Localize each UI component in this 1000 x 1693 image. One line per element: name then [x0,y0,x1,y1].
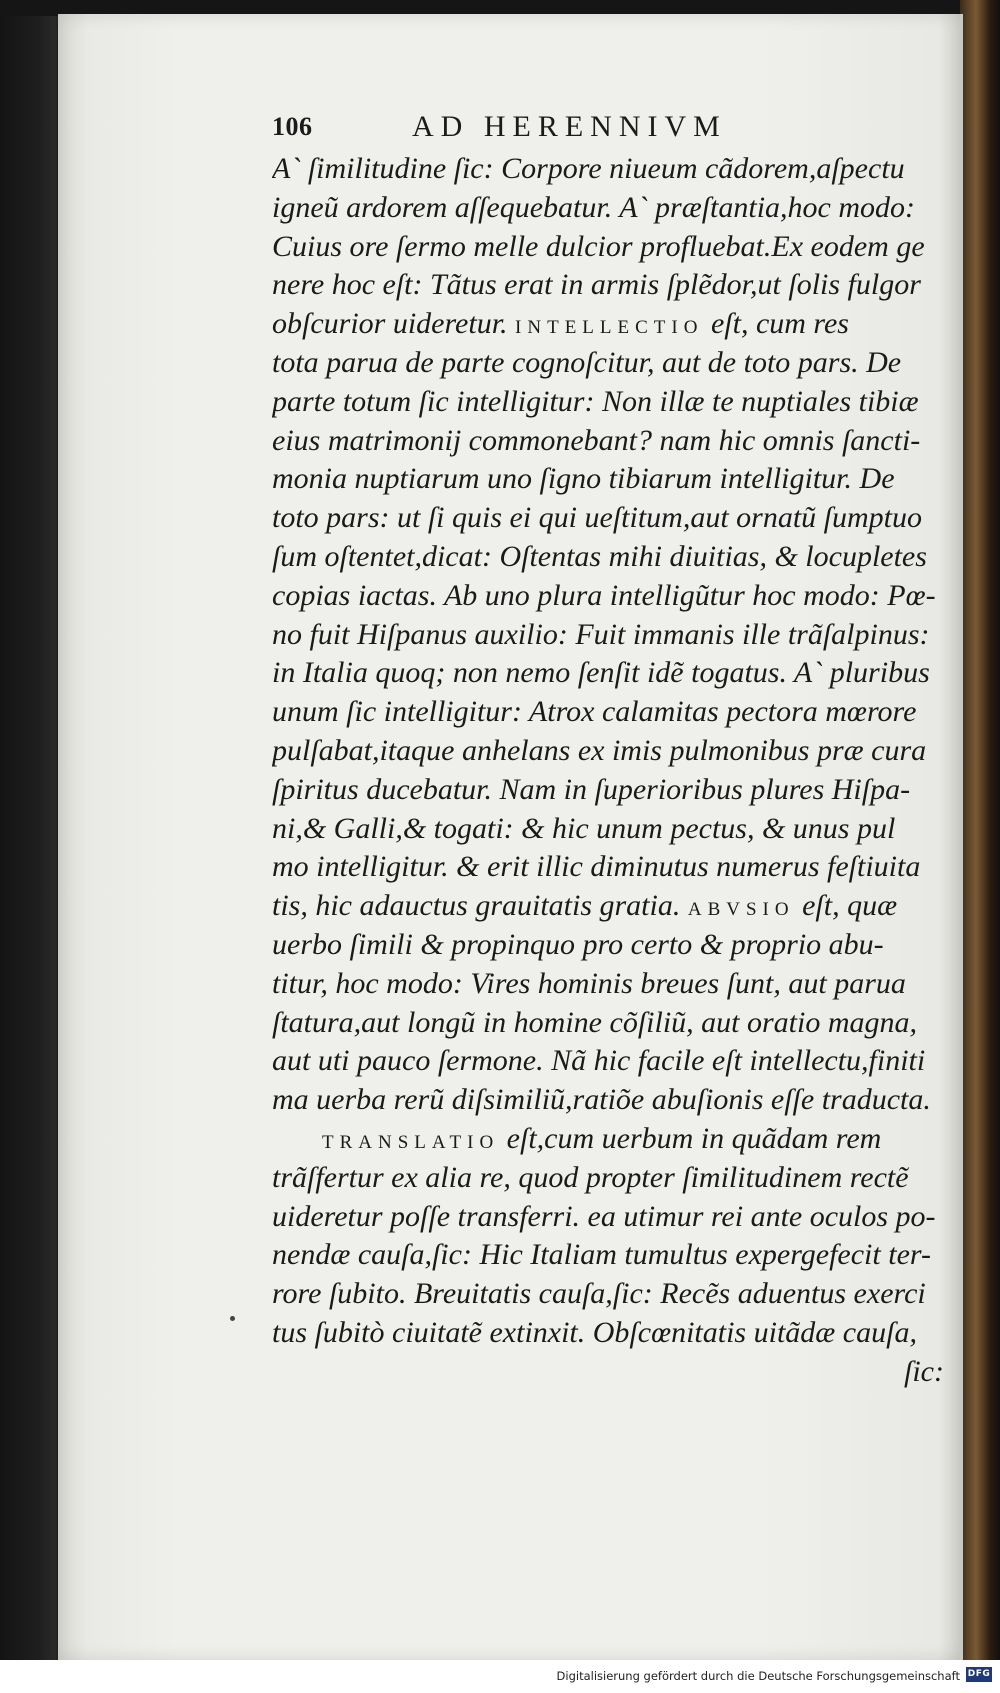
text-line [272,654,944,693]
text-run: ſtatura,aut longũ in homine cõſiliũ, aut oratio magna, [272,1005,917,1039]
text-line [272,422,944,461]
text-line [272,1275,944,1314]
text-line [272,887,944,926]
text-line [272,383,944,422]
text-line [272,538,944,577]
text-line [272,965,944,1004]
text-run: ma uerba rerũ diſsimiliũ,ratiõe abuſionis eſſe traducta. [272,1083,931,1117]
text-run: uerbo ſimili & propinquo pro certo & proprio abu- [272,927,884,961]
book-binding-edge [960,0,1000,1660]
text-run: nendæ cauſa,ſic: Hic Italiam tumultus expergefecit ter- [272,1238,931,1272]
margin-mark [230,1316,235,1321]
text-run: tus ſubitò ciuitatẽ extinxit. Obſcœnitatis uitãdæ cauſa, [272,1315,917,1349]
text-line [272,616,944,655]
text-run: Cuius ore ſermo melle dulcior profluebat.Ex eodem ge [272,229,925,263]
text-line [272,1081,944,1120]
text-line [272,1353,944,1392]
text-run: pulſabat,itaque anhelans ex imis pulmonibus præ cura [272,733,927,767]
text-run: monia nuptiarum uno ſigno tibiarum intelligitur. De [272,462,895,496]
text-line [272,1198,944,1237]
text-line [272,189,944,228]
text-line [272,1004,944,1043]
text-line [272,848,944,887]
text-run: unum ſic intelligitur: Atrox calamitas pectora mœrore [272,695,917,729]
text-run: uideretur poſſe transferri. ea utimur rei ante oculos po- [272,1199,936,1233]
text-run: copias iactas. Ab uno plura intelligũtur hoc modo: Pœ- [272,578,936,612]
text-run: eſt, quæ [794,889,898,923]
text-line [272,926,944,965]
text-line [272,460,944,499]
text-line [272,810,944,849]
text-run: eſt, cum res [703,307,849,341]
funding-credit: Digitalisierung gefördert durch die Deutsche Forschungsgemeinschaft [556,1669,960,1683]
text-run: titur, hoc modo: Vires hominis breues ſunt, aut parua [272,966,906,1000]
text-run: obſcurior uideretur. [272,307,516,341]
text-line [272,266,944,305]
text-run: igneũ ardorem aſſequebatur. A` præſtantia,hoc modo: [272,190,916,224]
text-line [272,771,944,810]
text-line [272,1314,944,1353]
text-line [272,1120,944,1159]
text-line [272,577,944,616]
text-run: ſum oſtentet,dicat: Oſtentas mihi diuitias, & locupletes [272,539,927,573]
dfg-logo-icon: DFG [966,1667,992,1682]
text-line [272,1236,944,1275]
text-run: eius matrimonij commonebant? nam hic omnis ſancti- [272,423,921,457]
running-head: AD HERENNIVM [412,110,727,143]
text-run: A` ſimilitudine ſic: Corpore niueum cãdorem,aſpectu [272,152,905,185]
text-line [272,228,944,267]
text-run: ni,& Galli,& togati: & hic unum pectus, & unus pul [272,811,896,845]
text-line [272,344,944,383]
text-line [272,499,944,538]
text-line [272,732,944,771]
section-term: ABVSIO [687,899,795,921]
text-run: mo intelligitur. & erit illic diminutus numerus feſtiuita [272,850,921,884]
body-text [272,150,944,1392]
text-line [272,1159,944,1198]
text-run: aut uti pauco ſermone. Nã hic facile eſt intellectu,finiti [272,1044,926,1078]
text-run: tota parua de parte cognoſcitur, aut de toto pars. De [272,345,902,379]
page-number: 106 [272,112,313,141]
text-run: eſt,cum uerbum in quãdam rem [499,1121,882,1155]
text-run: parte totum ſic intelligitur: Non illæ te nuptiales tibiæ [272,384,919,418]
section-term: TRANSLATIO [322,1131,500,1153]
footer-bar [0,1660,1000,1693]
text-line [272,305,944,344]
section-term: INTELLECTIO [515,317,704,339]
text-line [272,150,944,189]
text-run: toto pars: ut ſi quis ei qui ueſtitum,aut ornatũ ſumptuo [272,501,923,535]
text-run: rore ſubito. Breuitatis cauſa,ſic: Recẽs aduentus exerci [272,1277,926,1311]
text-run: trãſfertur ex alia re, quod propter ſimilitudinem rectẽ [272,1160,909,1194]
text-run: ſpiritus ducebatur. Nam in ſuperioribus plures Hiſpa- [272,772,911,806]
text-run: tis, hic adauctus grauitatis gratia. [272,889,688,923]
text-run: nere hoc eſt: Tãtus erat in armis ſplẽdor,ut ſolis fulgor [272,268,921,302]
text-run: no fuit Hiſpanus auxilio: Fuit immanis ille trãſalpinus: [272,617,930,651]
text-run: in Italia quoq; non nemo ſenſit idẽ togatus. A` pluribus [272,656,930,690]
text-line [272,1042,944,1081]
text-line [272,693,944,732]
text-run: ſic: [904,1354,944,1388]
